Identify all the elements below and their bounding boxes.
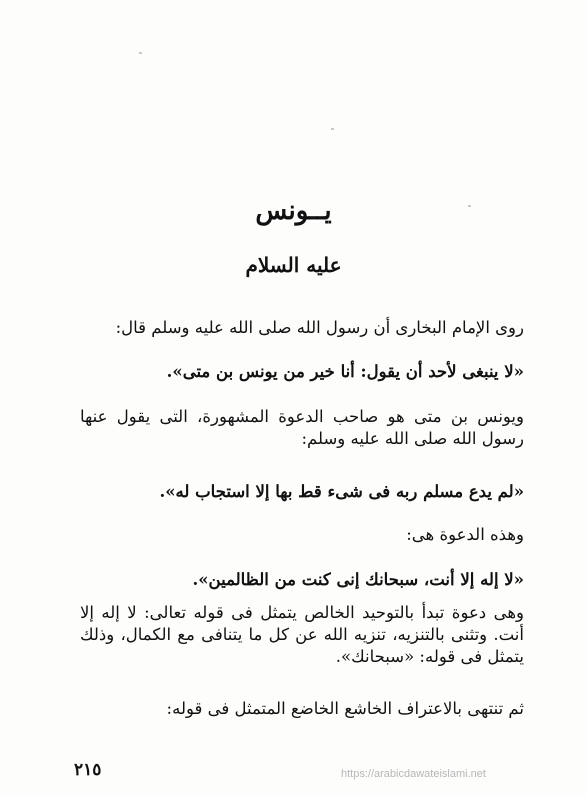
paragraph-explanation: وهى دعوة تبدأ بالتوحيد الخالص يتمثل فى قوله تعالى: لا إله إلا أنت. وتثنى بالتنزيه، تنزيه الله عن كل ما يتنافى مع الكمال، وذلك يتمثل فى قوله: «سبحانك». bbox=[80, 603, 524, 666]
paragraph-yunus-intro: ويونس بن متى هو صاحب الدعوة المشهورة، التى يقول عنها رسول الله صلى الله عليه وسلم: bbox=[80, 407, 524, 448]
quote-hadith: «لا ينبغى لأحد أن يقول: أنا خير من يونس بن متى». bbox=[166, 362, 524, 381]
paragraph-hadith-intro: روى الإمام البخارى أن رسول الله صلى الله عليه وسلم قال: bbox=[115, 318, 524, 337]
scan-speck bbox=[331, 128, 334, 130]
quote-supplication-virtue: «لم يدع مسلم ربه فى شىء قط بها إلا استجاب له». bbox=[159, 482, 524, 501]
quote-supplication: «لا إله إلا أنت، سبحانك إنى كنت من الظالمين». bbox=[192, 570, 524, 589]
page-number: ٢١٥ bbox=[74, 760, 102, 780]
page-subtitle: عليه السلام bbox=[245, 253, 342, 277]
paragraph-conclusion: ثم تنتهى بالاعتراف الخاشع الخاضع المتمثل فى قوله: bbox=[166, 699, 524, 718]
watermark-url: https://arabicdawateislami.net bbox=[341, 768, 486, 780]
paragraph-supplication-label: وهذه الدعوة هى: bbox=[406, 525, 524, 544]
scan-speck bbox=[139, 52, 142, 54]
page-title: يــونس bbox=[255, 196, 332, 226]
